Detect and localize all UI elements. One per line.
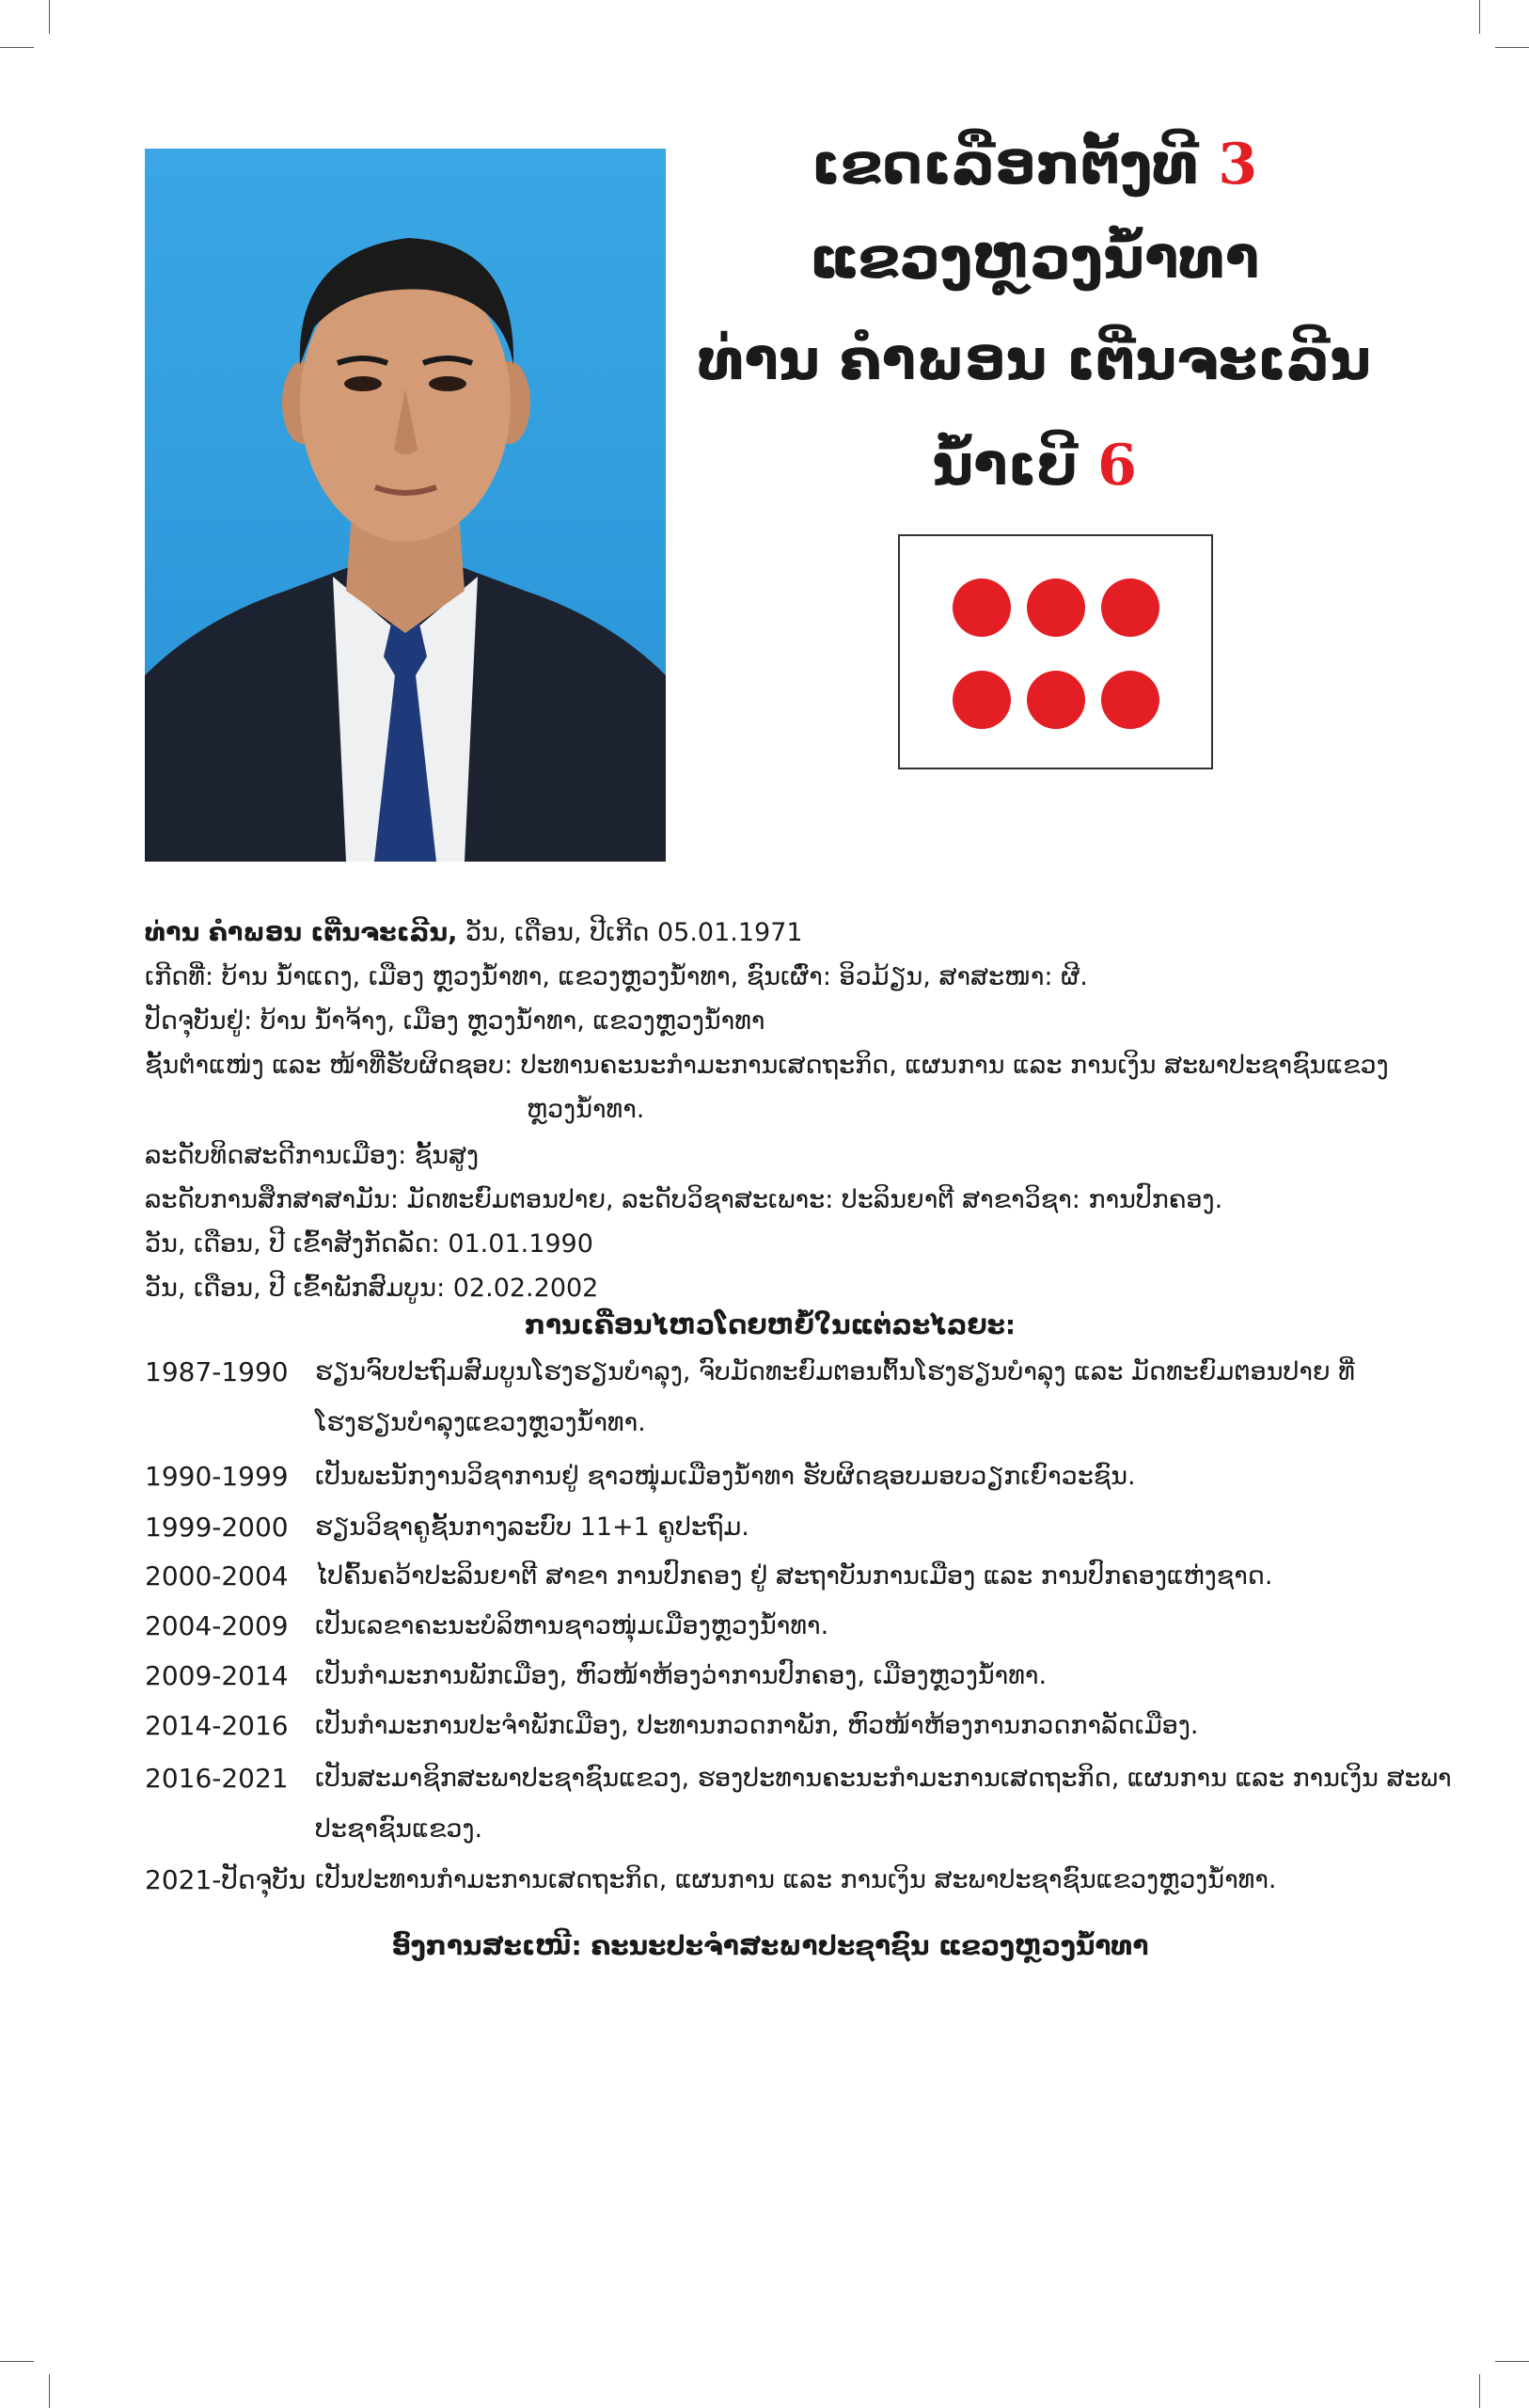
timeline-text: ເປັນສະມາຊິກສະພາປະຊາຊົນແຂວງ, ຮອງປະທານຄະນະກຳມະການເສດຖະກິດ, ແຜນການ ແລະ ການເງິນ ສະພາ: [315, 1764, 1452, 1793]
ballot-dot: [1101, 671, 1159, 729]
timeline-year: 2000-2004: [145, 1560, 289, 1592]
bio-party-date: ວັນ, ເດືອນ, ປີ ເຂົ້າພັກສົມບູນ: 02.02.2002: [145, 1274, 599, 1303]
crop-mark: [49, 0, 50, 34]
header-line-number: [677, 433, 1392, 499]
timeline-year: 1999-2000: [145, 1512, 289, 1543]
crop-mark: [1495, 47, 1529, 48]
timeline-text: ເປັນພະນັກງານວິຊາການຢູ່ ຊາວໜຸ່ມເມືອງນ້ຳທາ ຮັບຜິດຊອບມອບວຽກເຍົາວະຊົນ.: [315, 1462, 1136, 1491]
timeline-text-cont: ໂຮງຮຽນບຳລຸງແຂວງຫຼວງນ້ຳທາ.: [315, 1408, 646, 1437]
timeline-year: 2004-2009: [145, 1610, 289, 1641]
ballot-dot: [1101, 578, 1159, 637]
ballot-dot: [1027, 671, 1085, 729]
timeline-year: 2014-2016: [145, 1710, 289, 1741]
timeline-text: ຮຽນຈົບປະຖົມສົມບູນໂຮງຮຽນບຳລຸງ, ຈົບມັດທະຍົມຕອນຕົ້ນໂຮງຮຽນບຳລຸງ ແລະ ມັດທະຍົມຕອນປາຍ ທີ່: [315, 1357, 1355, 1386]
bio-political-level: ລະດັບທິດສະດີການເມືອງ: ຊັ້ນສູງ: [145, 1141, 480, 1170]
timeline-text: ເປັນເລຂາຄະນະບໍລິຫານຊາວໜຸ່ມເມືອງຫຼວງນ້ຳທາ.: [315, 1611, 829, 1640]
crop-mark: [0, 47, 34, 48]
timeline-text: ຮຽນວິຊາຄູຊັ້ນກາງລະບົບ 11+1 ຄູປະຖົມ.: [315, 1513, 749, 1542]
crop-mark: [1479, 0, 1480, 34]
bio-position-cont: ຫຼວງນ້ຳທາ.: [527, 1095, 645, 1124]
portrait-illustration: [145, 149, 666, 862]
header-line-constituency: [677, 132, 1392, 198]
crop-mark: [0, 2361, 34, 2362]
header-line-candidate-name: ທ່ານ ຄຳພອນ ເຕີ່ນຈະເລີນ: [698, 327, 1371, 393]
timeline-text: ໄປຄົ້ນຄວ້າປະລິນຍາຕີ ສາຂາ ການປົກຄອງ ຢູ່ ສະຖາບັນການເມືອງ ແລະ ການປົກຄອງແຫ່ງຊາດ.: [315, 1561, 1273, 1591]
bio-residence: ປັດຈຸບັນຢູ່: ບ້ານ ນ້ຳຈ້າງ, ເມືອງ ຫຼວງນ້ຳທາ, ແຂວງຫຼວງນ້ຳທາ: [145, 1006, 765, 1036]
bio-position: ຊັ້ນຕຳແໜ່ງ ແລະ ໜ້າທີ່ຮັບຜິດຊອບ: ປະທານຄະນະກຳມະການເສດຖະກິດ, ແຜນການ ແລະ ການເງິນ ສະພາປະຊາຊົນແຂວງ: [145, 1051, 1389, 1080]
footer-nominating-org: ອົງການສະເໜີ: ຄະນະປະຈຳສະພາປະຊາຊົນ ແຂວງຫຼວງນ້ຳທາ: [391, 1930, 1149, 1961]
ballot-dot: [1027, 578, 1085, 637]
timeline-title: ການເຄື່ອນໄຫວໂດຍຫຍໍ້ໃນແຕ່ລະໄລຍະ:: [524, 1309, 1017, 1340]
timeline-year: 1987-1990: [145, 1356, 289, 1387]
bio-dob: ວັນ, ເດືອນ, ປີເກີດ 05.01.1971: [465, 918, 803, 947]
candidate-photo: [145, 149, 666, 862]
ballot-dot: [953, 578, 1011, 637]
crop-mark: [1479, 2374, 1480, 2408]
candidate-number: 6: [1097, 433, 1137, 499]
timeline-year: 2009-2014: [145, 1660, 289, 1691]
constituency-number: 3: [1218, 132, 1258, 198]
timeline-year: 2016-2021: [145, 1763, 289, 1794]
header-line-province: ແຂວງຫຼວງນ້ຳທາ: [809, 226, 1260, 292]
timeline-year: 1990-1999: [145, 1461, 289, 1492]
constituency-label: ເຂດເລືອກຕັ້ງທີ: [811, 132, 1199, 198]
bio-name: ທ່ານ ຄຳພອນ ເຕີ່ນຈະເລີນ,: [145, 918, 458, 947]
timeline-text: ເປັນກຳມະການປະຈຳພັກເມືອງ, ປະທານກວດກາພັກ, ຫົວໜ້າຫ້ອງການກວດກາລັດເມືອງ.: [315, 1711, 1199, 1740]
bio-name-line: [145, 914, 803, 952]
ballot-number-box: [898, 534, 1213, 769]
timeline-year: 2021-ປັດຈຸບັນ: [145, 1864, 307, 1895]
crop-mark: [1495, 2361, 1529, 2362]
bio-education: ລະດັບການສຶກສາສາມັນ: ມັດທະຍົມຕອນປາຍ, ລະດັບວິຊາສະເພາະ: ປະລິນຍາຕີ ສາຂາວິຊາ: ການປົກຄອງ.: [145, 1185, 1223, 1214]
bio-youth-date: ວັນ, ເດືອນ, ປີ ເຂົ້າສັງກັດລັດ: 01.01.1990: [145, 1229, 593, 1259]
number-label: ນ້ຳເບີ: [932, 433, 1079, 499]
timeline-text: ເປັນປະທານກຳມະການເສດຖະກິດ, ແຜນການ ແລະ ການເງິນ ສະພາປະຊາຊົນແຂວງຫຼວງນ້ຳທາ.: [315, 1865, 1277, 1894]
ballot-dot: [953, 671, 1011, 729]
timeline-text: ເປັນກຳມະການພັກເມືອງ, ຫົວໜ້າຫ້ອງວ່າການປົກຄອງ, ເມືອງຫຼວງນ້ຳທາ.: [315, 1661, 1048, 1690]
crop-mark: [49, 2374, 50, 2408]
bio-birthplace: ເກີດທີ່: ບ້ານ ນ້ຳແດງ, ເມືອງ ຫຼວງນ້ຳທາ, ແຂວງຫຼວງນ້ຳທາ, ຊົນເຜົ່າ: ອິວມ້ຽນ, ສາສະໜາ: ຜີ.: [145, 962, 1088, 991]
timeline-text-cont: ປະຊາຊົນແຂວງ.: [315, 1814, 483, 1844]
